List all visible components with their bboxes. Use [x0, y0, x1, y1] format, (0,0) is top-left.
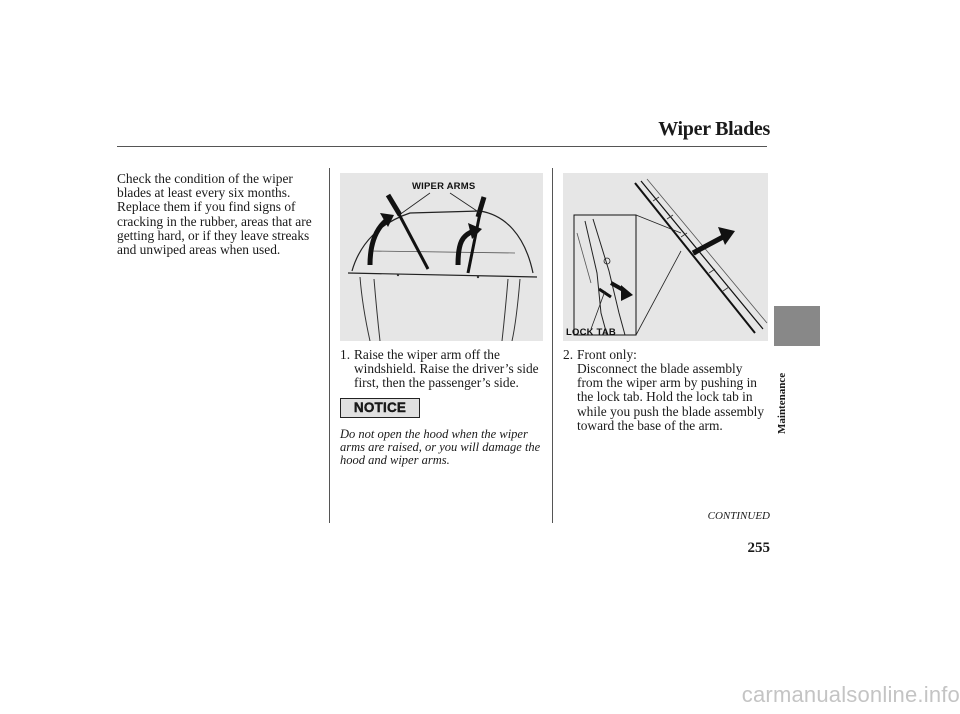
step-2-text: Disconnect the blade assembly from the wiper arm by pushing in the lock tab. Hold the lock tab in while you push the blade assembly toward the base of the arm. [577, 361, 765, 433]
step-2-number: 2. [563, 347, 574, 362]
notice-text: Do not open the hood when the wiper arms are raised, or you will damage the hood and wiper arms. [340, 427, 541, 468]
wiper-arms-label: WIPER ARMS [412, 181, 476, 192]
step-2-heading: Front only: [577, 347, 637, 362]
page-number: 255 [747, 540, 770, 556]
wiper-arms-figure [340, 173, 543, 341]
header-rule [117, 146, 767, 147]
section-label: Maintenance [776, 372, 788, 434]
lock-tab-figure [563, 173, 768, 341]
column-divider-left [329, 168, 330, 523]
step-1-text: Raise the wiper arm off the windshield. Raise the driver’s side first, then the passenger’s side. [354, 347, 539, 391]
lock-tab-label: LOCK TAB [566, 327, 616, 338]
step-1-number: 1. [340, 347, 351, 362]
wiper-arms-illustration [340, 173, 543, 341]
section-tab [774, 306, 820, 346]
page-title: Wiper Blades [658, 118, 770, 140]
lock-tab-illustration [563, 173, 768, 341]
watermark: carmanualsonline.info [741, 682, 960, 707]
intro-paragraph: Check the condition of the wiper blades at least every six months. Replace them if you find signs of cracking in the rubber, areas that are getting hard, or if they leave streaks and unwiped areas when used. [117, 171, 312, 258]
notice-badge: NOTICE [340, 398, 420, 418]
column-divider-right [552, 168, 553, 523]
continued-label: CONTINUED [707, 510, 770, 522]
